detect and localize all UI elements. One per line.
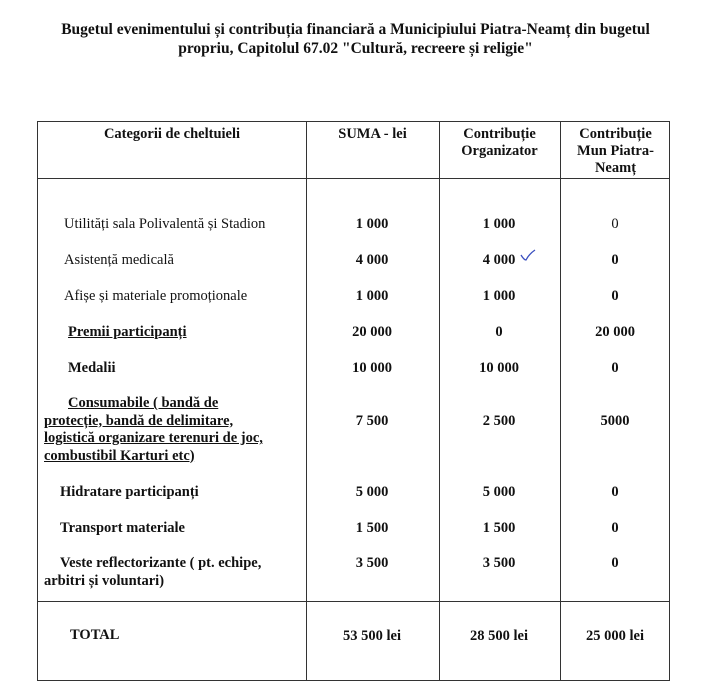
row-sum: 3 500 <box>355 555 389 571</box>
header-sum-label: SUMA - lei <box>338 126 407 142</box>
row-organizer: 10 000 <box>479 360 519 376</box>
row-city: 0 <box>611 484 619 500</box>
column-divider <box>560 122 561 680</box>
row-sum: 1 500 <box>355 520 389 536</box>
title-line-2: propriu, Capitolul 67.02 "Cultură, recreere și religie" <box>178 40 533 57</box>
row-city: 0 <box>611 520 619 536</box>
total-organizer: 28 500 lei <box>470 628 528 644</box>
header-category <box>38 126 306 143</box>
row-sum: 20 000 <box>352 324 392 340</box>
row-city: 0 <box>611 252 619 268</box>
row-sum: 1 000 <box>355 216 389 232</box>
row-city: 0 <box>611 555 619 571</box>
row-organizer: 2 500 <box>482 413 516 429</box>
header-category-label: Categorii de cheltuieli <box>103 126 241 142</box>
row-category-line-2: arbitri și voluntari) <box>44 572 165 589</box>
budget-table <box>37 121 670 681</box>
row-category <box>44 555 306 590</box>
row-category: Medalii <box>68 360 116 376</box>
row-sum: 10 000 <box>352 360 392 376</box>
row-organizer: 4 000 <box>482 252 516 268</box>
header-organizer-line-2: Organizator <box>461 143 538 159</box>
header-organizer <box>439 126 560 160</box>
row-city: 0 <box>611 360 619 376</box>
row-category: Afișe și materiale promoționale <box>64 288 248 304</box>
row-category: Hidratare participanți <box>60 484 199 500</box>
total-city: 25 000 lei <box>586 628 644 644</box>
row-organizer: 0 <box>495 324 503 340</box>
row-sum: 1 000 <box>355 288 389 304</box>
row-sum: 4 000 <box>355 252 389 268</box>
header-city-line-2: Mun Piatra- <box>577 143 654 159</box>
header-city-line-1: Contribuție <box>579 126 652 142</box>
row-category: Premii participanți <box>68 324 187 340</box>
header-organizer-line-1: Contribuție <box>463 126 536 142</box>
row-category-line-3: logistică organizare terenuri de joc, <box>44 430 263 446</box>
total-label: TOTAL <box>70 627 120 643</box>
row-category: Asistență medicală <box>64 252 174 268</box>
header-city <box>560 126 671 177</box>
row-category-line-1: Veste reflectorizante ( pt. echipe, <box>60 555 262 571</box>
row-organizer: 3 500 <box>482 555 516 571</box>
row-organizer: 1 000 <box>482 216 516 232</box>
row-category <box>44 395 306 465</box>
row-category-line-2: protecție, bandă de delimitare, <box>44 412 234 429</box>
total-divider <box>38 601 669 602</box>
row-category: Transport materiale <box>60 520 185 536</box>
check-mark-icon <box>519 248 537 262</box>
header-divider <box>38 178 669 179</box>
title-line-1: Bugetul evenimentului și contribuția financiară a Municipiului Piatra-Neamț din bugetul <box>61 21 650 38</box>
row-sum: 7 500 <box>355 413 389 429</box>
header-city-line-3: Neamț <box>594 160 637 176</box>
row-category-line-4: combustibil Karturi etc) <box>44 447 195 464</box>
row-city: 20 000 <box>595 324 635 340</box>
row-organizer: 1 500 <box>482 520 516 536</box>
row-organizer: 5 000 <box>482 484 516 500</box>
document-title <box>20 20 691 58</box>
row-organizer: 1 000 <box>482 288 516 304</box>
total-sum: 53 500 lei <box>343 628 401 644</box>
row-category-line-1: Consumabile ( bandă de <box>68 395 219 411</box>
column-divider <box>306 122 307 680</box>
row-city: 0 <box>611 216 619 232</box>
header-sum <box>306 126 439 143</box>
row-category: Utilități sala Polivalentă și Stadion <box>64 216 266 232</box>
row-city: 0 <box>611 288 619 304</box>
column-divider <box>439 122 440 680</box>
row-sum: 5 000 <box>355 484 389 500</box>
row-city: 5000 <box>600 413 630 429</box>
